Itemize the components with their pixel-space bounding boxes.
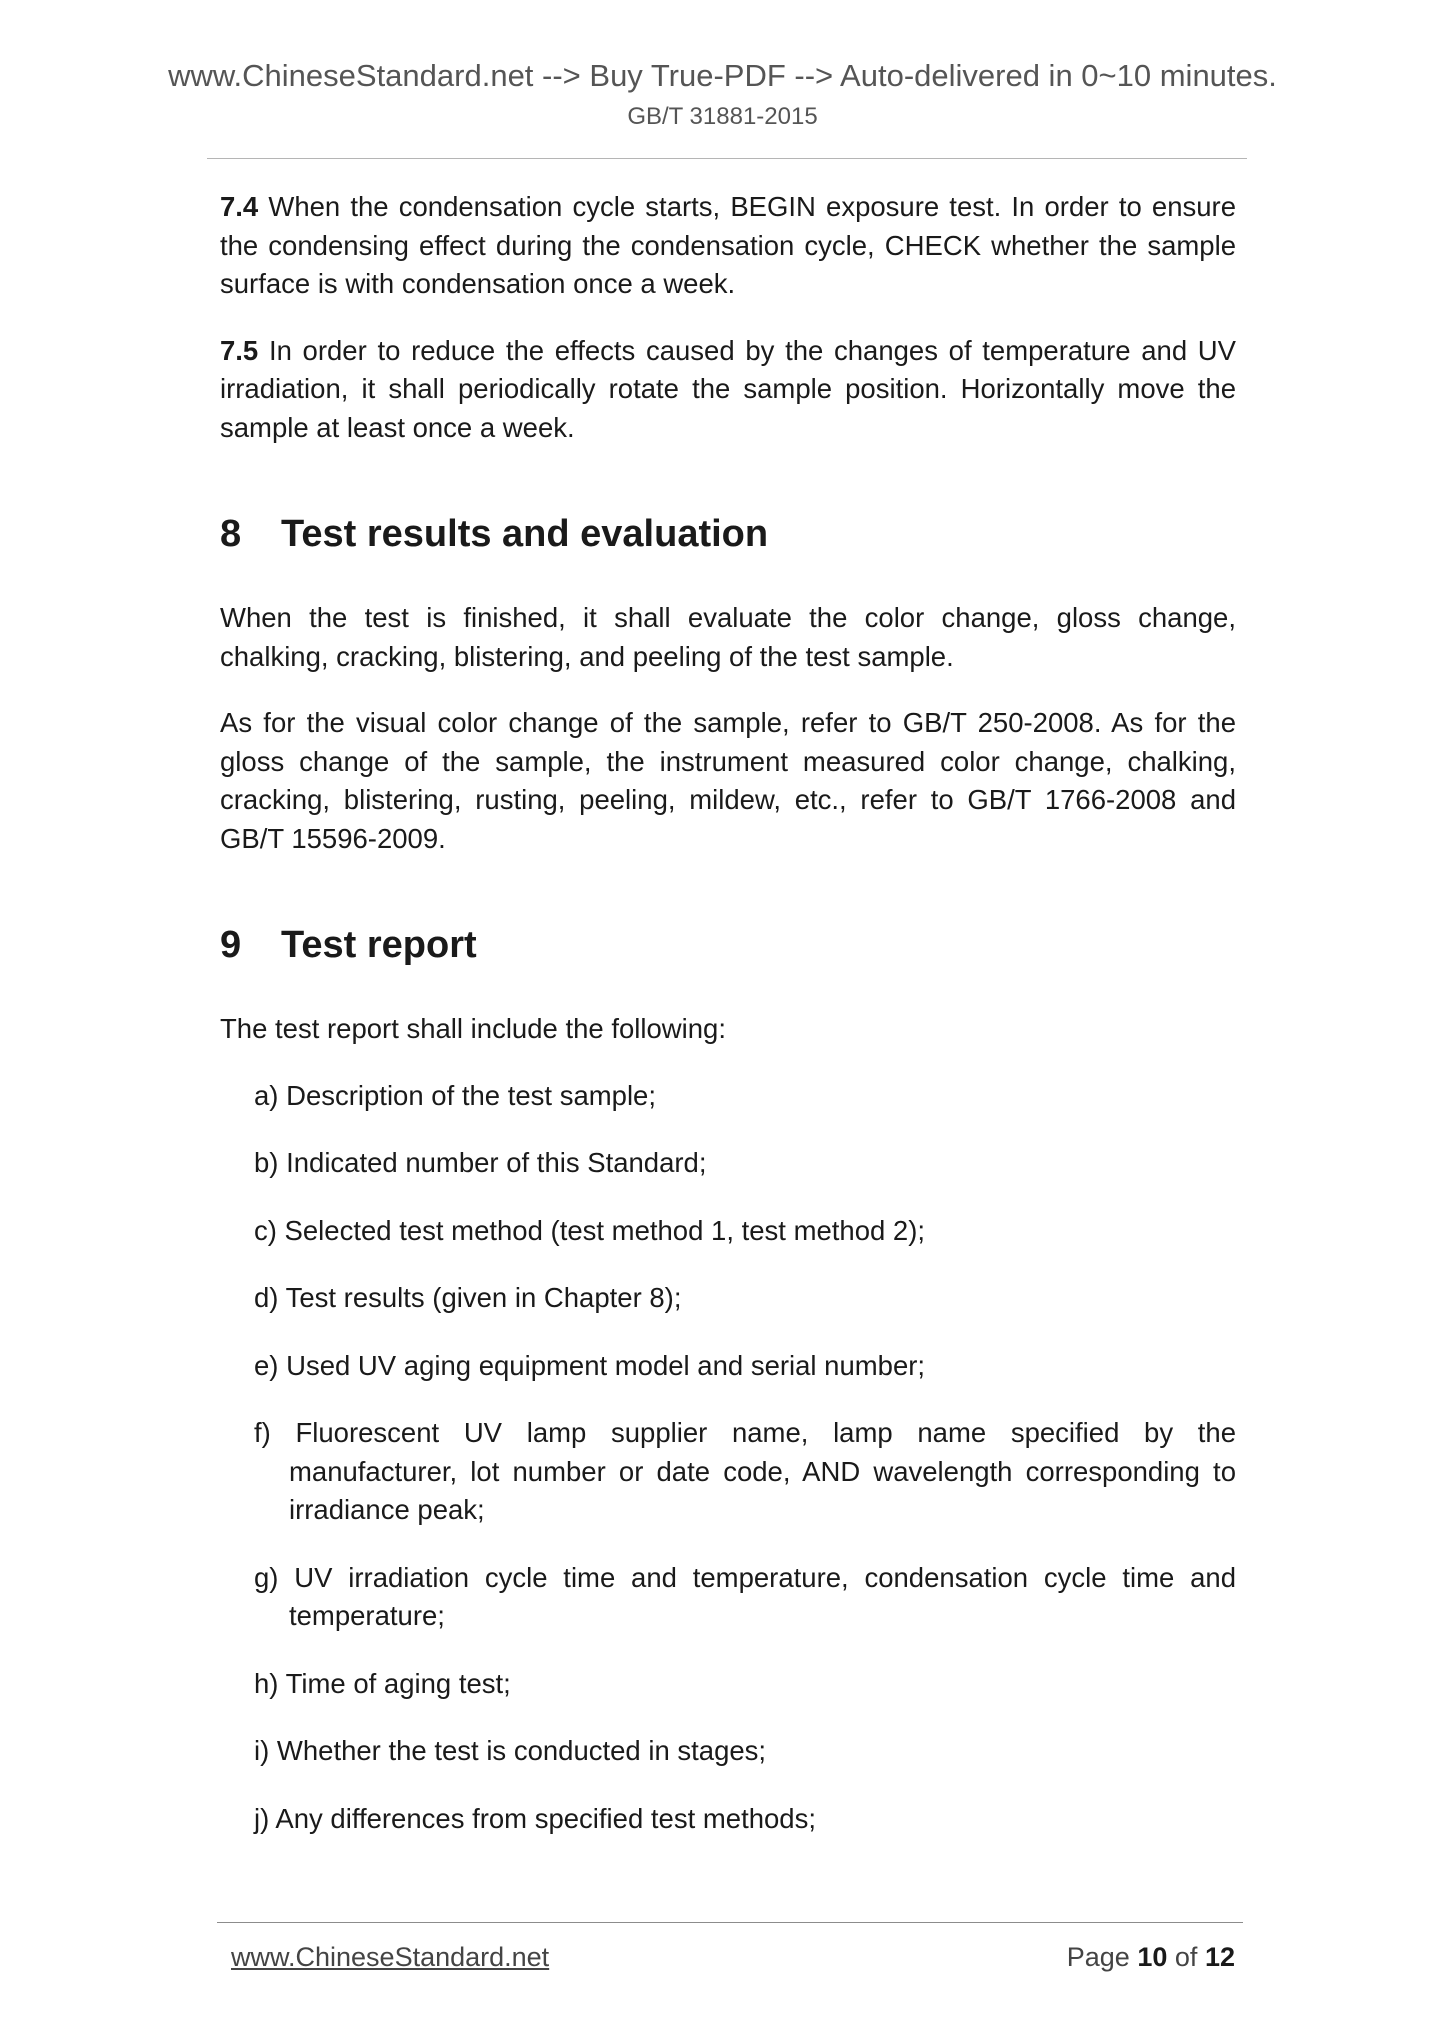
list-item: g) UV irradiation cycle time and temperature, condensation cycle time and temperature; [254, 1561, 1236, 1631]
clause-number: 7.5 [220, 334, 259, 366]
standard-code: GB/T 31881-2015 [627, 103, 818, 130]
list-item: h) Time of aging test; [254, 1667, 511, 1699]
section-number: 9 [220, 924, 242, 966]
current-page: 10 [1137, 1942, 1168, 1972]
footer-website-link[interactable]: www.ChineseStandard.net [231, 1942, 550, 1972]
section-9-heading [220, 922, 1236, 968]
list-item: e) Used UV aging equipment model and serial number; [254, 1349, 926, 1381]
page-of-label: of [1174, 1942, 1198, 1972]
footer-divider [217, 1922, 1243, 1923]
clause-text: In order to reduce the effects caused by the changes of temperature and UV irradiation, it shall periodically rotate the sample position. Horizontally move the sample at least once a week. [220, 334, 1237, 443]
list-item: d) Test results (given in Chapter 8); [254, 1282, 682, 1313]
header-divider [207, 158, 1247, 159]
list-item: b) Indicated number of this Standard; [254, 1147, 707, 1178]
section-title: Test report [281, 924, 477, 966]
clause-number: 7.4 [220, 191, 259, 222]
clause-7-5 [220, 332, 1236, 448]
document-body [220, 188, 1236, 1867]
list-item: j) Any differences from specified test methods; [254, 1802, 816, 1834]
report-items-list [220, 1077, 1236, 1839]
page-label: Page [1066, 1942, 1130, 1972]
list-item: c) Selected test method (test method 1, test method 2); [254, 1214, 926, 1246]
section-8-paragraph-1: When the test is finished, it shall evaluate the color change, gloss change, chalking, cracking, blistering, and peeling of the test sample. [220, 602, 1236, 672]
section-9-intro: The test report shall include the following: [220, 1013, 726, 1044]
list-item: f) Fluorescent UV lamp supplier name, lamp name specified by the manufacturer, lot number or date code, AND wavelength corresponding to irradiance peak; [254, 1417, 1236, 1525]
list-item: a) Description of the test sample; [254, 1079, 656, 1111]
clause-text: When the condensation cycle starts, BEGIN exposure test. In order to ensure the condensing effect during the condensation cycle, CHECK whether the sample surface is with condensation once a week. [220, 191, 1237, 299]
total-pages: 12 [1204, 1942, 1235, 1972]
section-title: Test results and evaluation [281, 513, 769, 555]
list-item: i) Whether the test is conducted in stages; [254, 1735, 767, 1766]
clause-7-4 [220, 188, 1236, 304]
page-number [1067, 1940, 1235, 1974]
header-banner: www.ChineseStandard.net --> Buy True-PDF --> Auto-delivered in 0~10 minutes. [168, 58, 1277, 93]
section-8-heading [220, 511, 1236, 557]
page-header [0, 56, 1445, 134]
section-number: 8 [220, 513, 242, 555]
section-8-paragraph-2: As for the visual color change of the sample, refer to GB/T 250-2008. As for the gloss change of the sample, the instrument measured color change, chalking, cracking, blistering, rusting, peeling, mildew, etc., refer to GB/T 1766-2008 and GB/T 15596-2009. [220, 707, 1236, 854]
